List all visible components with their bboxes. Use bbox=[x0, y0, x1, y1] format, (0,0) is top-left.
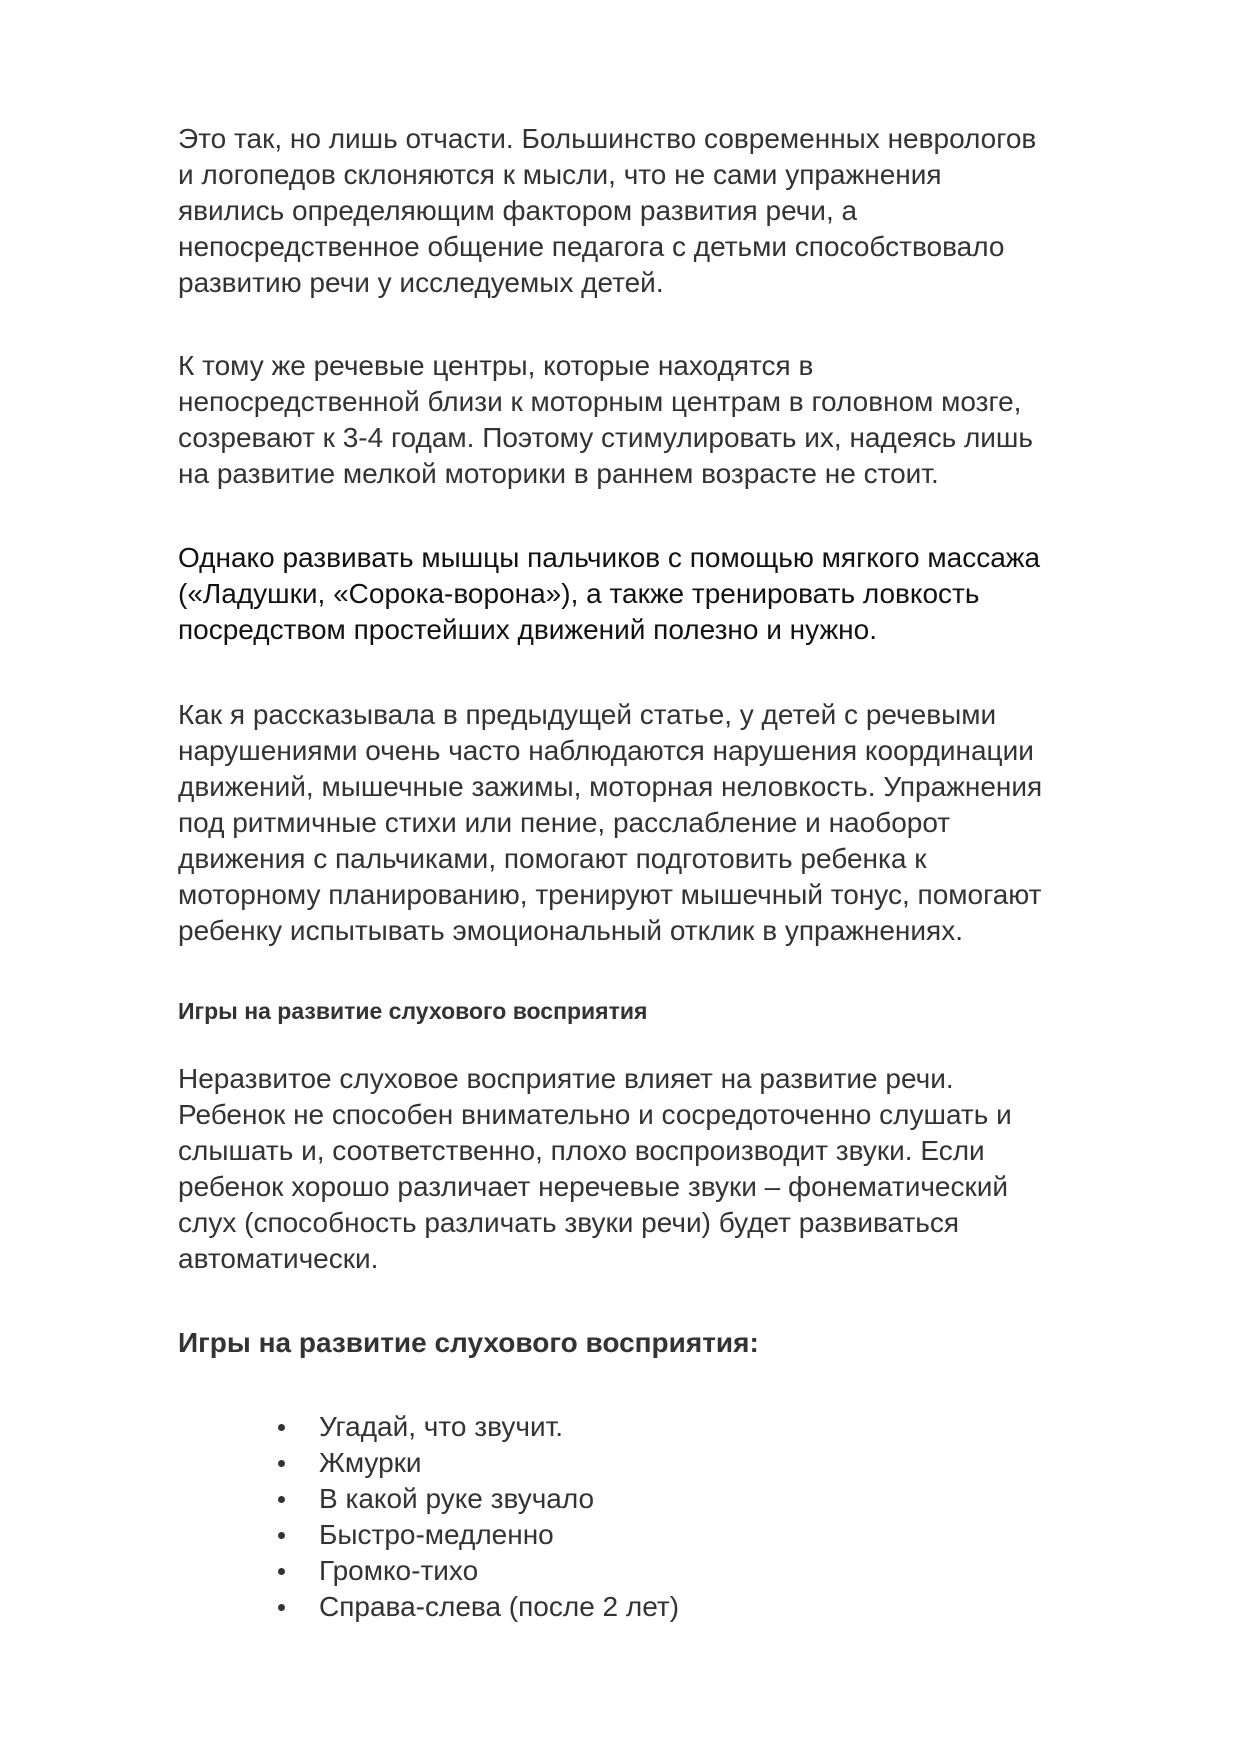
text-line: моторному планированию, тренируют мышечный тонус, помогают bbox=[178, 879, 1042, 910]
text-line: явились определяющим фактором развития речи, а bbox=[178, 195, 858, 226]
list-item-label: Жмурки bbox=[319, 1447, 422, 1478]
text-line: Однако развивать мышцы пальчиков с помощью мягкого массажа bbox=[178, 542, 1041, 573]
text-line: ребенку испытывать эмоциональный отклик в упражнениях. bbox=[178, 915, 963, 946]
list-item-label: Быстро-медленно bbox=[319, 1519, 554, 1550]
bullet-icon bbox=[278, 1496, 285, 1503]
text-line: движений, мышечные зажимы, моторная неловкость. Упражнения bbox=[178, 771, 1043, 802]
paragraph-5 bbox=[178, 1061, 1012, 1277]
bullet-icon bbox=[278, 1604, 285, 1611]
text-line: («Ладушки, «Сорока-ворона»), а также тренировать ловкость bbox=[178, 578, 980, 609]
text-line: посредством простейших движений полезно и нужно. bbox=[178, 614, 877, 645]
text-line: Неразвитое слуховое восприятие влияет на развитие речи. bbox=[178, 1063, 954, 1094]
paragraph-2 bbox=[178, 348, 1033, 492]
text-line: слышать и, соответственно, плохо воспроизводит звуки. Если bbox=[178, 1135, 985, 1166]
list-item-label: Угадай, что звучит. bbox=[319, 1411, 564, 1442]
list-heading: Игры на развитие слухового восприятия: bbox=[178, 1327, 759, 1358]
text-line: непосредственное общение педагога с детьми способствовало bbox=[178, 231, 1005, 262]
text-line: автоматически. bbox=[178, 1243, 379, 1274]
list-item bbox=[278, 1553, 679, 1589]
text-line: К тому же речевые центры, которые находятся в bbox=[178, 350, 814, 381]
list-item-label: Справа-слева (после 2 лет) bbox=[319, 1591, 680, 1622]
text-line: слух (способность различать звуки речи) будет развиваться bbox=[178, 1207, 960, 1238]
text-line: Как я рассказывала в предыдущей статье, у детей с речевыми bbox=[178, 699, 997, 730]
list-item-label: Громко-тихо bbox=[319, 1555, 479, 1586]
text-line: Это так, но лишь отчасти. Большинство современных неврологов bbox=[178, 123, 1037, 154]
paragraph-4 bbox=[178, 697, 1042, 949]
text-line: созревают к 3-4 годам. Поэтому стимулировать их, надеясь лишь bbox=[178, 422, 1033, 453]
bullet-icon bbox=[278, 1424, 285, 1431]
paragraph-3 bbox=[178, 540, 1040, 648]
text-line: нарушениями очень часто наблюдаются нарушения координации bbox=[178, 735, 1034, 766]
text-line: ребенок хорошо различает неречевые звуки – фонематический bbox=[178, 1171, 1009, 1202]
list-item bbox=[278, 1517, 679, 1553]
list-item bbox=[278, 1409, 679, 1445]
paragraph-1 bbox=[178, 121, 1036, 301]
text-line: движения с пальчиками, помогают подготовить ребенка к bbox=[178, 843, 927, 874]
list-item bbox=[278, 1589, 679, 1625]
text-line: на развитие мелкой моторики в раннем возрасте не стоит. bbox=[178, 458, 939, 489]
text-line: развитию речи у исследуемых детей. bbox=[178, 267, 664, 298]
list-item bbox=[278, 1481, 679, 1517]
text-line: и логопедов склоняются к мысли, что не сами упражнения bbox=[178, 159, 942, 190]
text-line: непосредственной близи к моторным центрам в головном мозге, bbox=[178, 386, 1022, 417]
bullet-icon bbox=[278, 1460, 285, 1467]
text-line: под ритмичные стихи или пение, расслабление и наоборот bbox=[178, 807, 951, 838]
bullet-icon bbox=[278, 1568, 285, 1575]
list-item bbox=[278, 1445, 679, 1481]
section-heading: Игры на развитие слухового восприятия bbox=[178, 998, 648, 1024]
text-line: Ребенок не способен внимательно и сосредоточенно слушать и bbox=[178, 1099, 1012, 1130]
games-list bbox=[278, 1409, 679, 1625]
bullet-icon bbox=[278, 1532, 285, 1539]
list-item-label: В какой руке звучало bbox=[319, 1483, 595, 1514]
